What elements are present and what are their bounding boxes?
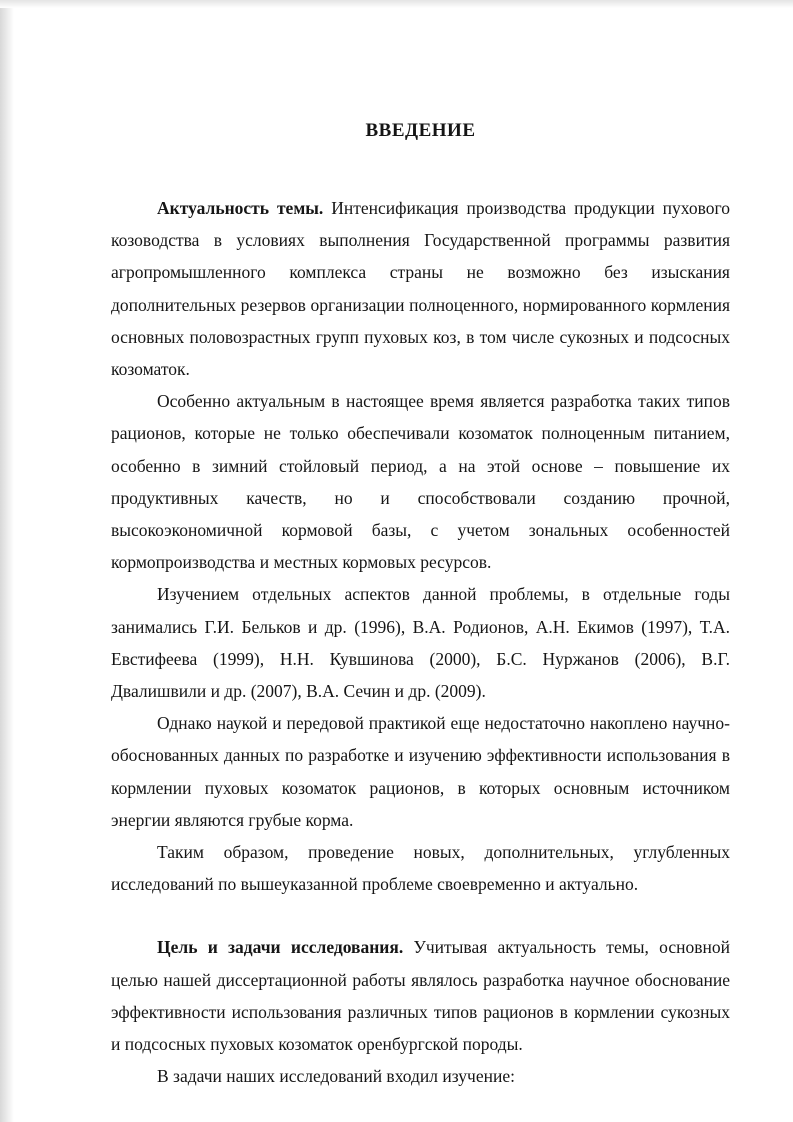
paragraph-insufficient-data: Однако наукой и передовой практикой еще недостаточно накоплено научно-обоснованных данных по разработке и изучению эффективности использования в кормлении пуховых козоматок рационов, в которых основным источником энергии являются грубые корма.	[111, 713, 730, 830]
scan-edge-shadow	[0, 0, 14, 1122]
page-content	[111, 118, 730, 1092]
goals-paragraph	[111, 931, 730, 1060]
relevance-text: Интенсификация производства продукции пухового козоводства в условиях выполнения Государственной программы развития агропромышленного комплекса страны не возможно без изыскания дополнительных резервов организации полноценного, нормированного кормления основных половозрастных групп пуховых коз, в том числе сукозных и подсосных козоматок.	[111, 198, 730, 380]
goals-lead: Цель и задачи исследования.	[157, 937, 404, 958]
paragraph-conclusion: Таким образом, проведение новых, дополнительных, углубленных исследований по вышеуказанной проблеме своевременно и актуально.	[111, 842, 730, 895]
paragraph-importance: Особенно актуальным в настоящее время является разработка таких типов рационов, которые не только обеспечивали козоматок полноценным питанием, особенно в зимний стойловый период, а на этой основе – повышение их продуктивных качеств, но и способствовали созданию прочной, высокоэкономичной кормовой базы, с учетом зональных особенностей кормопроизводства и местных кормовых ресурсов.	[111, 391, 730, 573]
section-spacer	[111, 900, 730, 931]
relevance-paragraph	[111, 192, 730, 385]
scan-top-shadow	[0, 0, 793, 8]
paragraph-prior-research: Изучением отдельных аспектов данной проблемы, в отдельные годы занимались Г.И. Бельков и др. (1996), В.А. Родионов, А.Н. Екимов (1997), Т.А. Евстифеева (1999), Н.Н. Кувшинова (2000), Б.С. Нуржанов (2006), В.Г. Двалишвили и др. (2007), В.А. Сечин и др. (2009).	[111, 584, 730, 702]
page-title: ВВЕДЕНИЕ	[365, 120, 476, 141]
title-spacer	[111, 148, 730, 192]
goals-text: Учитывая актуальность темы, основной целью нашей диссертационной работы являлось разработка научное обоснование эффективности использования различных типов рационов в кормлении сукозных и подсосных пуховых козоматок оренбургской породы.	[111, 937, 730, 1055]
relevance-lead: Актуальность темы.	[157, 198, 324, 218]
tasks-intro: В задачи наших исследований входил изучение:	[157, 1066, 515, 1087]
